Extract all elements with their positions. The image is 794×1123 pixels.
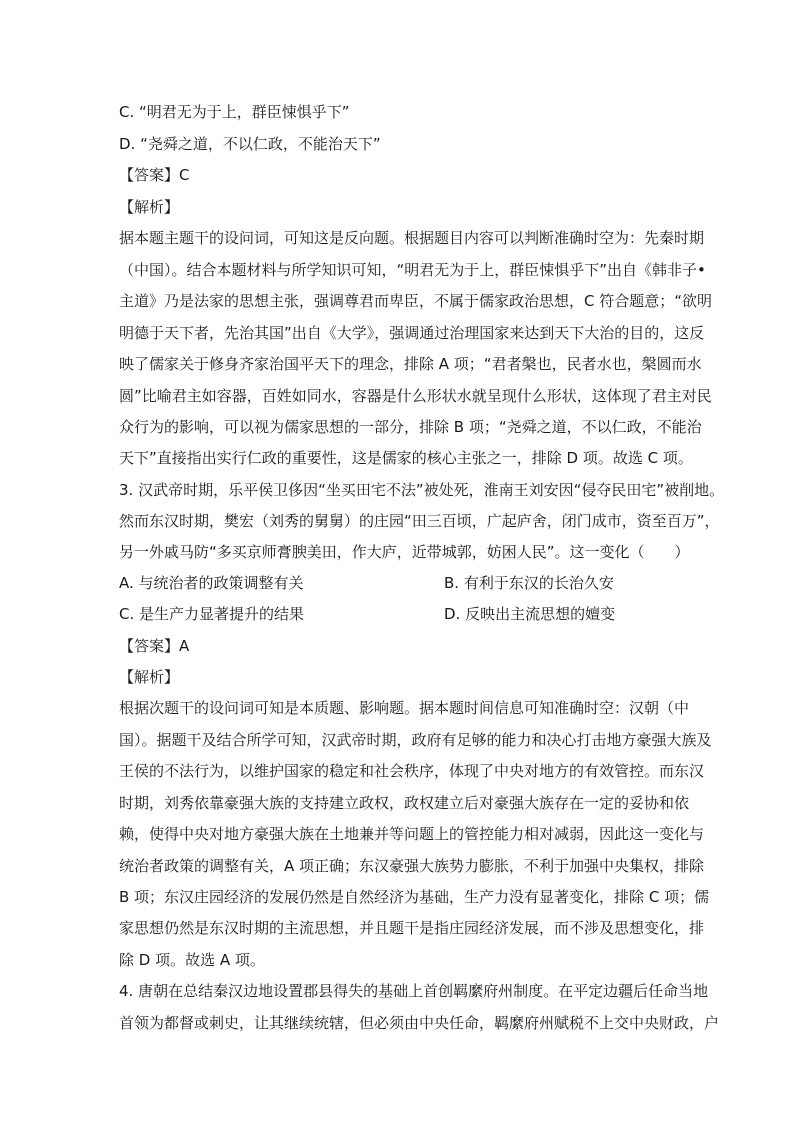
question-3-stem-line: 另一外戚马防“多买京师膏腴美田，作大庐，近带城郭，妨困人民”。这一变化（ ） [119, 543, 690, 561]
analysis-text-line: 时期，刘秀依靠豪强大族的支持建立政权，政权建立后对豪强大族存在一定的妥协和依 [119, 794, 690, 812]
option-c: C. 是生产力显著提升的结果 [119, 605, 305, 623]
analysis-text-line: 主道》乃是法家的思想主张，强调尊君而卑臣，不属于儒家政治思想，C 符合题意；“欲明 [119, 292, 713, 310]
option-d-line: D. “尧舜之道，不以仁政，不能治天下” [119, 135, 381, 153]
option-b: B. 有利于东汉的长治久安 [444, 574, 614, 592]
question-3-stem-line: 3. 汉武帝时期，乐平侯卫侈因“坐买田宅不法”被处死，淮南王刘安因“侵夺民田宅”被削地。 [119, 481, 725, 499]
analysis-text-line: B 项；东汉庄园经济的发展仍然是自然经济为基础，生产力没有显著变化，排除 C 项；儒 [119, 888, 710, 906]
analysis-text-line: 根据次题干的设问词可知是本质题、影响题。据本题时间信息可知准确时空：汉朝（中 [119, 699, 690, 717]
analysis-text-line: 众行为的影响，可以视为儒家思想的一部分，排除 B 项；“尧舜之道，不以仁政，不能治 [119, 418, 702, 436]
question-3-stem-line: 然而东汉时期，樊宏（刘秀的舅舅）的庄园“田三百顷，广起庐舍，闭门成市，资至百万”， [119, 512, 720, 530]
analysis-text-line: 赖，使得中央对地方豪强大族在土地兼并等问题上的管控能力相对减弱，因此这一变化与 [119, 825, 705, 843]
analysis-text-line: 家思想仍然是东汉时期的主流思想，并且题干是指庄园经济发展，而不涉及思想变化，排 [119, 919, 705, 937]
answer-label: 【答案】C [119, 166, 190, 184]
analysis-text-line: 映了儒家关于修身齐家治国平天下的理念，排除 A 项；“君者槃也，民者水也，槃圆而水 [119, 355, 702, 373]
analysis-label: 【解析】 [119, 668, 180, 686]
analysis-text-line: 统治者政策的调整有关，A 项正确；东汉豪强大族势力膨胀，不利于加强中央集权，排除 [119, 857, 705, 875]
option-a: A. 与统治者的政策调整有关 [119, 574, 304, 592]
question-4-stem-line: 4. 唐朝在总结秦汉边地设置郡县得失的基础上首创羁縻府州制度。在平定边疆后任命当地 [119, 982, 709, 1000]
question-4-stem-line: 首领为都督或刺史，让其继续统辖，但必须由中央任命，羁縻府州赋税不上交中央财政，户 [119, 1014, 720, 1032]
analysis-text-line: 除 D 项。故选 A 项。 [119, 951, 265, 969]
analysis-text-line: （中国）。结合本题材料与所学知识可知，“明君无为于上，群臣悚惧乎下”出自《韩非子• [119, 261, 706, 279]
option-d: D. 反映出主流思想的嬗变 [444, 605, 616, 623]
option-c-line: C. “明君无为于上，群臣悚惧乎下” [119, 103, 350, 121]
analysis-text-line: 据本题主题干的设问词，可知这是反向题。根据题目内容可以判断准确时空为：先秦时期 [119, 229, 705, 247]
analysis-text-line: 天下”直接指出实行仁政的重要性，这是儒家的核心主张之一，排除 D 项。故选 C 项。 [119, 449, 693, 467]
analysis-label: 【解析】 [119, 198, 180, 216]
analysis-text-line: 王侯的不法行为，以维护国家的稳定和社会秩序，体现了中央对地方的有效管控。而东汉 [119, 762, 705, 780]
analysis-text-line: 明德于天下者，先治其国”出自《大学》，强调通过治理国家来达到天下大治的目的，这反 [119, 324, 705, 342]
answer-label: 【答案】A [119, 637, 190, 655]
analysis-text-line: 国）。据题干及结合所学可知，汉武帝时期，政府有足够的能力和决心打击地方豪强大族及 [119, 731, 712, 749]
analysis-text-line: 圆”比喻君主如容器，百姓如同水，容器是什么形状水就呈现什么形状，这体现了君主对民 [119, 387, 712, 405]
